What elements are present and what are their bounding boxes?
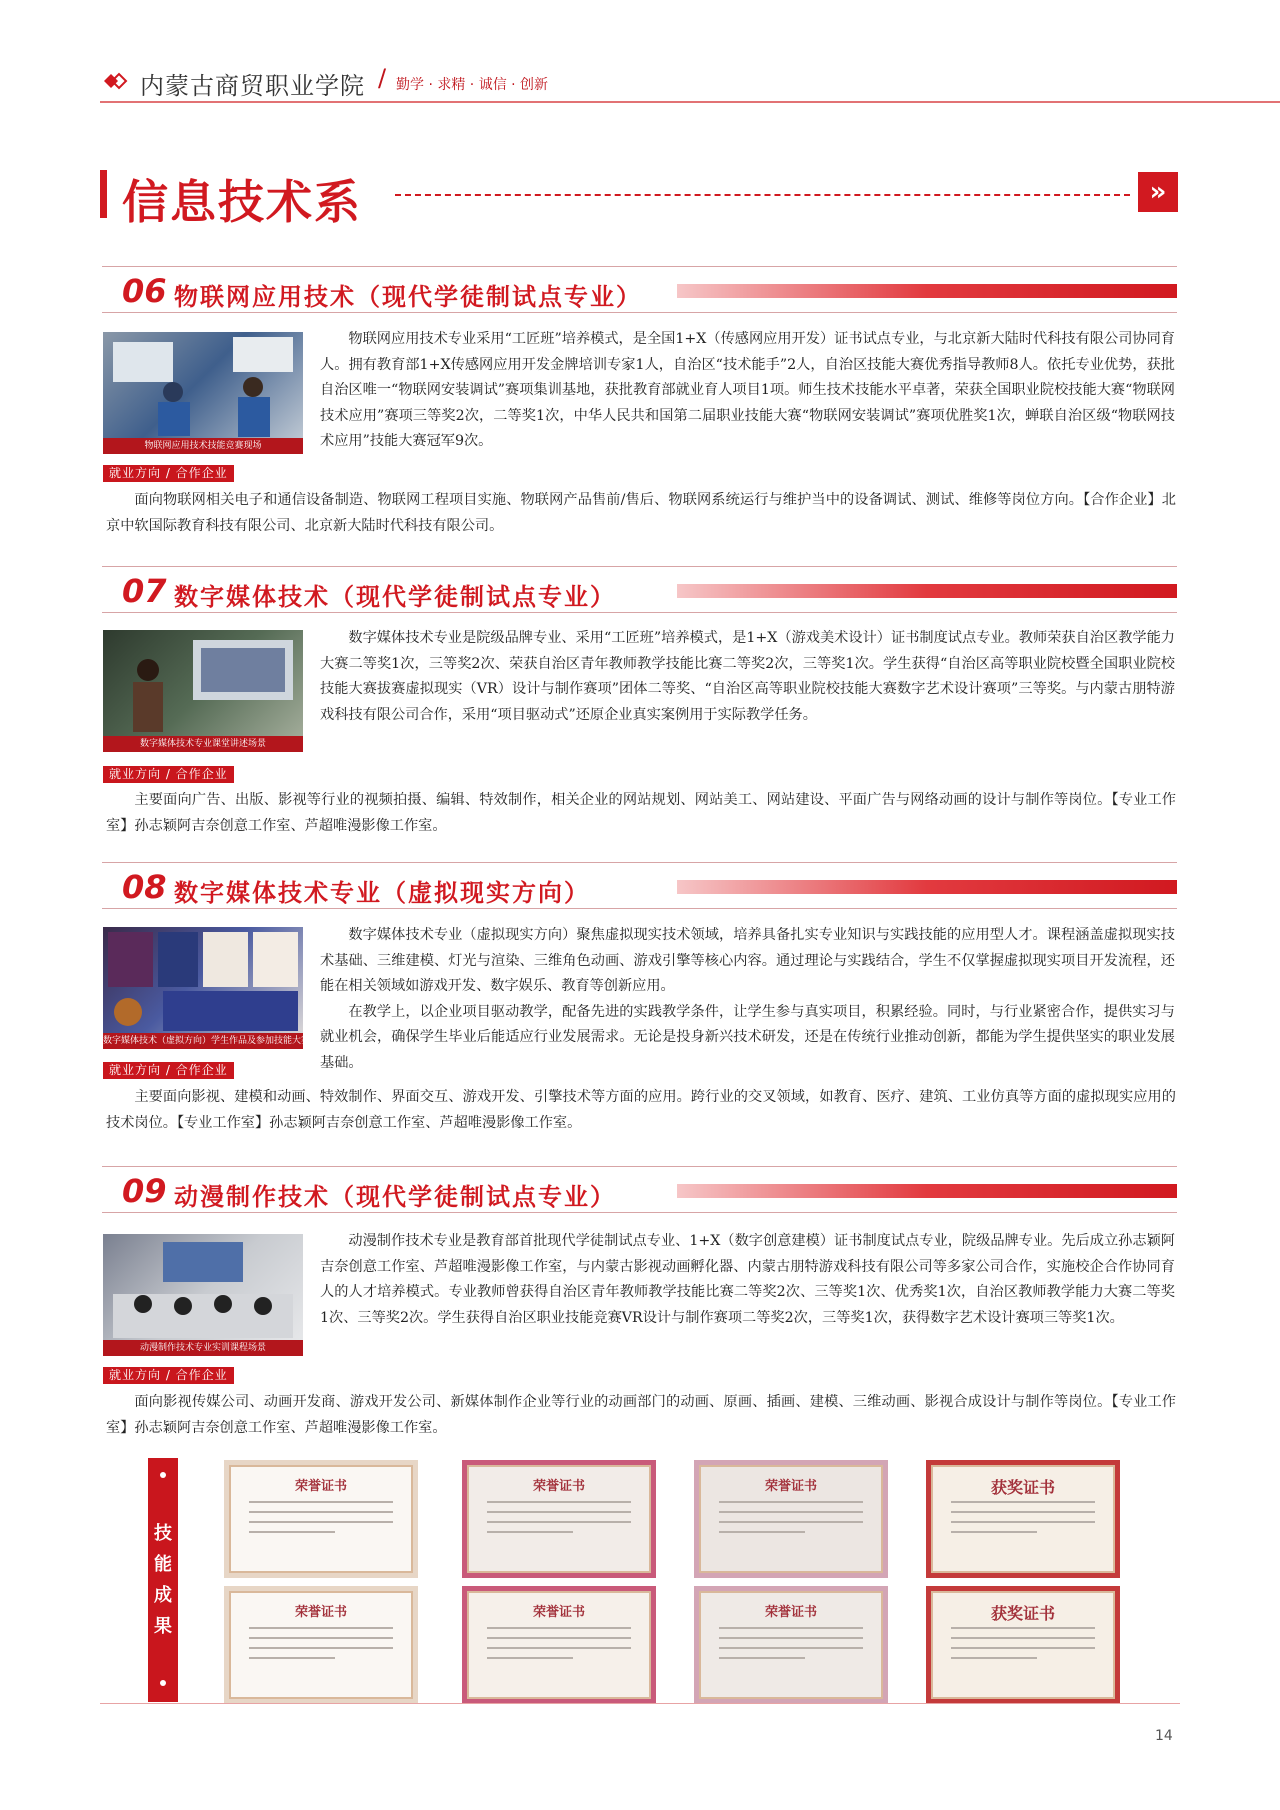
section-number: 09 bbox=[122, 1172, 167, 1210]
section-rule bbox=[102, 566, 1177, 567]
photo-caption: 物联网应用技术技能竞赛现场 bbox=[103, 438, 303, 454]
certificate-image bbox=[926, 1460, 1120, 1578]
photo-caption: 数字媒体技术（虚拟方向）学生作品及参加技能大赛场景 bbox=[103, 1033, 303, 1049]
section-heading bbox=[122, 572, 1177, 616]
certificate-title: 荣誉证书 bbox=[532, 1605, 585, 1620]
section-title: 数字媒体技术专业（虚拟现实方向） bbox=[174, 879, 590, 907]
section-number: 06 bbox=[122, 272, 167, 310]
section-rule bbox=[102, 266, 1177, 267]
certificate-image bbox=[462, 1460, 656, 1578]
certificate-title: 荣誉证书 bbox=[764, 1479, 817, 1494]
header-slash: / bbox=[378, 64, 387, 92]
section-gradient-bar bbox=[677, 1184, 1177, 1198]
page-header bbox=[100, 62, 1280, 98]
career-tag: 就业方向 / 合作企业 bbox=[103, 766, 234, 783]
skills-label bbox=[148, 1458, 178, 1702]
skills-label-char: 能 bbox=[154, 1554, 172, 1575]
career-text: 主要面向广告、出版、影视等行业的视频拍摄、编辑、特效制作，相关企业的网站规划、网站美工、网站建设、平面广告与网络动画的设计与制作等岗位。【专业工作室】孙志颖阿吉奈创意工作室、芦超唯漫影像工作室。 bbox=[106, 792, 1176, 834]
section-gradient-bar bbox=[677, 284, 1177, 298]
skills-label-char: 技 bbox=[154, 1523, 172, 1544]
skills-label-char: 果 bbox=[154, 1616, 172, 1637]
certificate-title: 荣誉证书 bbox=[764, 1605, 817, 1620]
photo-caption: 动漫制作技术专业实训课程场景 bbox=[103, 1340, 303, 1356]
section-photo bbox=[103, 332, 303, 454]
intro-text-2: 在教学上，以企业项目驱动教学，配备先进的实践教学条件，让学生参与真实项目，积累经验。同时，与行业紧密合作，提供实习与就业机会，确保学生毕业后能适应行业发展需求。无论是投身新兴技术研发，还是在传统行业推动创新，都能为学生提供坚实的职业发展基础。 bbox=[320, 1003, 1175, 1071]
certificate-image bbox=[462, 1586, 656, 1704]
certificate-title: 荣誉证书 bbox=[532, 1479, 585, 1494]
intro-text: 数字媒体技术专业是院级品牌专业、采用“工匠班”培养模式，是1+X（游戏美术设计）证书制度试点专业。教师荣获自治区教学能力大赛二等奖1次，三等奖2次、荣获自治区青年教师教学技能比赛二等奖2次，三等奖1次。学生获得“自治区高等职业院校暨全国职业院校技能大赛拔赛虚拟现实（VR）设计与制作赛项”团体二等奖、“自治区高等职业院校技能大赛数字艺术设计赛项”三等奖。与内蒙古朋特游戏科技有限公司合作，采用“项目驱动式”还原企业真实案例用于实际教学任务。 bbox=[320, 630, 1175, 723]
certificate-image bbox=[224, 1460, 418, 1578]
section-rule bbox=[102, 862, 1177, 863]
section-rule bbox=[102, 312, 1177, 313]
career-tag: 就业方向 / 合作企业 bbox=[103, 1367, 234, 1384]
career-tag: 就业方向 / 合作企业 bbox=[103, 465, 234, 482]
photo-caption: 数字媒体技术专业课堂讲述场景 bbox=[103, 736, 303, 752]
career-text: 面向影视传媒公司、动画开发商、游戏开发公司、新媒体制作企业等行业的动画部门的动画、原画、插画、建模、三维动画、影视合成设计与制作等岗位。【专业工作室】孙志颖阿吉奈创意工作室、芦超唯漫影像工作室。 bbox=[106, 1394, 1176, 1436]
section-heading bbox=[122, 1172, 1177, 1216]
animation-class-image bbox=[103, 1234, 303, 1340]
section-intro bbox=[320, 327, 1175, 455]
certificate-image bbox=[694, 1586, 888, 1704]
vr-works-image bbox=[103, 927, 303, 1033]
section-title: 动漫制作技术（现代学徒制试点专业） bbox=[174, 1183, 616, 1211]
certificate-title: 荣誉证书 bbox=[294, 1479, 347, 1494]
header-divider bbox=[100, 101, 1280, 103]
double-chevron-icon: » bbox=[1138, 172, 1178, 212]
career-tag: 就业方向 / 合作企业 bbox=[103, 1062, 234, 1079]
certificate-title: 获奖证书 bbox=[990, 1478, 1055, 1497]
dot-icon bbox=[160, 1680, 166, 1686]
certificate-title: 荣誉证书 bbox=[294, 1605, 347, 1620]
section-heading bbox=[122, 272, 1177, 316]
intro-text: 动漫制作技术专业是教育部首批现代学徒制试点专业、1+X（数字创意建模）证书制度试点专业，院级品牌专业。先后成立孙志颖阿吉奈创意工作室、芦超唯漫影像工作室，与内蒙古影视动画孵化器、内蒙古朋特游戏科技有限公司等多家公司合作，实施校企合作协同育人的人才培养模式。专业教师曾获得自治区青年教师教学技能比赛二等奖2次、三等奖1次、优秀奖1次，自治区教师教学能力大赛二等奖1次、三等奖2次。学生获得自治区职业技能竞赛VR设计与制作赛项二等奖2次，三等奖1次，获得数字艺术设计赛项三等奖1次。 bbox=[320, 1233, 1175, 1326]
section-rule bbox=[102, 1212, 1177, 1213]
school-name: 内蒙古商贸职业学院 bbox=[140, 72, 365, 100]
certificate-title: 获奖证书 bbox=[990, 1604, 1055, 1623]
section-rule bbox=[102, 612, 1177, 613]
certificate-image bbox=[694, 1460, 888, 1578]
section-rule bbox=[102, 908, 1177, 909]
diamond-logo-icon bbox=[104, 74, 126, 88]
page-number: 14 bbox=[1155, 1728, 1173, 1744]
footer-divider bbox=[100, 1703, 1180, 1704]
department-dashed-line bbox=[395, 194, 1130, 196]
section-gradient-bar bbox=[677, 584, 1177, 598]
section-title: 数字媒体技术（现代学徒制试点专业） bbox=[174, 583, 616, 611]
section-career bbox=[106, 488, 1176, 539]
certificate-image bbox=[926, 1586, 1120, 1704]
career-text: 主要面向影视、建模和动画、特效制作、界面交互、游戏开发、引擎技术等方面的应用。跨行业的交叉领域，如教育、医疗、建筑、工业仿真等方面的虚拟现实应用的技术岗位。【专业工作室】孙志颖阿吉奈创意工作室、芦超唯漫影像工作室。 bbox=[106, 1089, 1176, 1131]
section-gradient-bar bbox=[677, 880, 1177, 894]
department-heading bbox=[100, 168, 1180, 229]
skills-label-text bbox=[148, 1518, 178, 1642]
section-title: 物联网应用技术（现代学徒制试点专业） bbox=[174, 283, 642, 311]
section-career bbox=[106, 788, 1176, 839]
department-bar bbox=[100, 170, 107, 218]
certificate-image bbox=[224, 1586, 418, 1704]
section-photo bbox=[103, 630, 303, 752]
section-career bbox=[106, 1085, 1176, 1136]
section-heading bbox=[122, 868, 1177, 912]
competition-scene-image bbox=[103, 332, 303, 438]
department-title: 信息技术系 bbox=[122, 175, 362, 229]
section-photo bbox=[103, 1234, 303, 1356]
section-photo bbox=[103, 927, 329, 1049]
section-intro bbox=[320, 626, 1175, 728]
classroom-scene-image bbox=[103, 630, 303, 736]
skills-label-chars bbox=[148, 1518, 178, 1642]
school-motto: 勤学 · 求精 · 诚信 · 创新 bbox=[396, 77, 549, 93]
section-intro bbox=[320, 1229, 1175, 1331]
skills-label-char: 成 bbox=[154, 1585, 172, 1606]
section-number: 07 bbox=[122, 572, 167, 610]
section-number: 08 bbox=[122, 868, 167, 906]
intro-text: 数字媒体技术专业（虚拟现实方向）聚焦虚拟现实技术领域，培养具备扎实专业知识与实践技能的应用型人才。课程涵盖虚拟现实技术基础、三维建模、灯光与渲染、三维角色动画、游戏引擎等核心内容。通过理论与实践结合，学生不仅掌握虚拟现实项目开发流程，还能在相关领域如游戏开发、数字娱乐、教育等创新应用。 bbox=[320, 927, 1175, 994]
section-rule bbox=[102, 1166, 1177, 1167]
dot-icon bbox=[160, 1472, 166, 1478]
intro-text: 物联网应用技术专业采用“工匠班”培养模式，是全国1+X（传感网应用开发）证书试点专业，与北京新大陆时代科技有限公司协同育人。拥有教育部1+X传感网应用开发金牌培训专家1人，自治区“技术能手”2人，自治区技能大赛优秀指导教师8人。依托专业优势，获批自治区唯一“物联网安装调试”赛项集训基地，获批教育部就业育人项目1项。师生技术技能水平卓著，荣获全国职业院校技能大赛“物联网技术应用”赛项三等奖2次，二等奖1次，中华人民共和国第二届职业技能大赛“物联网安装调试”赛项优胜奖1次，蝉联自治区级“物联网技术应用”技能大赛冠军9次。 bbox=[320, 331, 1175, 449]
section-intro bbox=[320, 923, 1175, 1076]
career-text: 面向物联网相关电子和通信设备制造、物联网工程项目实施、物联网产品售前/售后、物联网系统运行与维护当中的设备调试、测试、维修等岗位方向。【合作企业】北京中软国际教育科技有限公司、北京新大陆时代科技有限公司。 bbox=[106, 492, 1176, 534]
section-career bbox=[106, 1390, 1176, 1441]
